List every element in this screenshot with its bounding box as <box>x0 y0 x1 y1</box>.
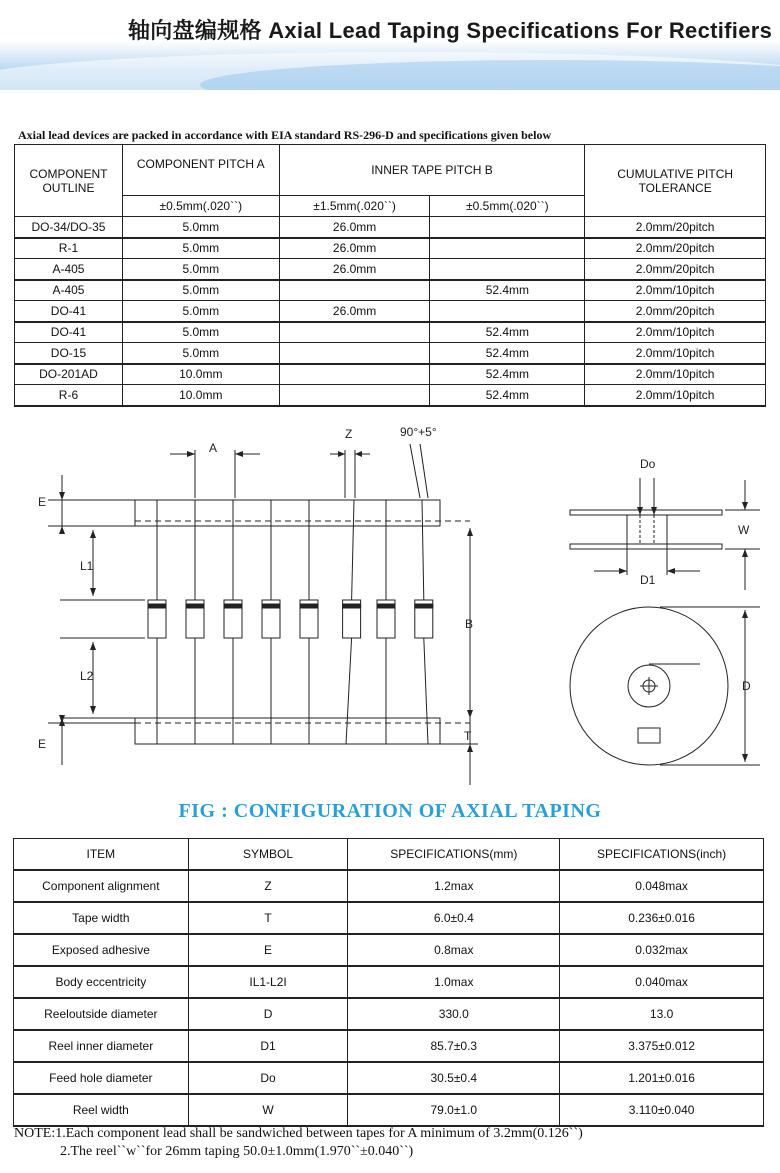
label-b: B <box>465 617 474 631</box>
label-d: D <box>742 679 751 693</box>
pitch-row <box>15 238 766 259</box>
cell-inch: 3.375±0.012 <box>560 1030 764 1062</box>
cell-inch: 3.110±0.040 <box>560 1094 764 1126</box>
cell-outline: R-1 <box>15 238 123 259</box>
header-pitch-a: COMPONENT PITCH A <box>122 145 279 196</box>
sub-b2: ±0.5mm(.020``) <box>430 196 585 217</box>
cell-a: 10.0mm <box>122 364 279 385</box>
cell-item: Feed hole diameter <box>14 1062 189 1094</box>
cell-b2 <box>430 259 585 280</box>
cell-symbol: W <box>188 1094 348 1126</box>
header-banner <box>0 0 780 90</box>
spec-row <box>14 998 764 1030</box>
cell-item: Reel width <box>14 1094 189 1126</box>
spec-row <box>14 1030 764 1062</box>
cell-b1 <box>279 280 430 301</box>
page-title: 轴向盘编规格 Axial Lead Taping Specifications For Rectifiers <box>128 18 773 43</box>
cell-tol: 2.0mm/10pitch <box>585 343 766 364</box>
cell-outline: DO-41 <box>15 322 123 343</box>
cell-inch: 0.032max <box>560 934 764 966</box>
header-outline: COMPONENT OUTLINE <box>15 145 123 217</box>
cell-tol: 2.0mm/10pitch <box>585 385 766 406</box>
cell-outline: DO-201AD <box>15 364 123 385</box>
header-item: ITEM <box>14 839 189 871</box>
label-d1: D1 <box>640 573 656 587</box>
taping-figure <box>0 420 780 800</box>
reel-hub <box>627 515 667 544</box>
figure-caption: FIG : CONFIGURATION OF AXIAL TAPING <box>178 800 602 822</box>
cell-b1 <box>279 322 430 343</box>
cell-a: 5.0mm <box>122 238 279 259</box>
spec-row <box>14 1094 764 1126</box>
pitch-row <box>15 322 766 343</box>
component-band <box>343 604 361 608</box>
spec-row <box>14 870 764 902</box>
cell-b2 <box>430 238 585 259</box>
cell-symbol: Z <box>188 870 348 902</box>
pitch-row <box>15 301 766 322</box>
reel-flange-bottom <box>570 544 722 549</box>
cell-outline: DO-15 <box>15 343 123 364</box>
component-band <box>262 604 280 608</box>
bottom-tape <box>135 718 440 744</box>
intro-text: Axial lead devices are packed in accordance with EIA standard RS-296-D and specifications given below <box>18 128 552 142</box>
pitch-row <box>15 217 766 238</box>
pitch-row <box>15 385 766 406</box>
cell-mm: 0.8max <box>348 934 560 966</box>
label-l1: L1 <box>80 559 94 573</box>
cell-a: 5.0mm <box>122 301 279 322</box>
reel-window <box>638 728 660 743</box>
label-w: W <box>738 523 750 537</box>
header-cumulative: CUMULATIVE PITCH TOLERANCE <box>585 145 766 217</box>
cell-mm: 1.0max <box>348 966 560 998</box>
cell-outline: DO-34/DO-35 <box>15 217 123 238</box>
spec-row <box>14 1062 764 1094</box>
spec-row <box>14 934 764 966</box>
cell-b1 <box>279 385 430 406</box>
cell-b1: 26.0mm <box>279 301 430 322</box>
cell-a: 5.0mm <box>122 259 279 280</box>
sub-b1: ±1.5mm(.020``) <box>279 196 430 217</box>
cell-outline: A-405 <box>15 259 123 280</box>
cell-outline: DO-41 <box>15 301 123 322</box>
cell-b1 <box>279 343 430 364</box>
pitch-row <box>15 280 766 301</box>
cell-symbol: IL1-L2I <box>188 966 348 998</box>
cell-b1: 26.0mm <box>279 238 430 259</box>
cell-b2 <box>430 217 585 238</box>
cell-symbol: D1 <box>188 1030 348 1062</box>
cell-tol: 2.0mm/10pitch <box>585 364 766 385</box>
cell-b2: 52.4mm <box>430 343 585 364</box>
cell-outline: A-405 <box>15 280 123 301</box>
cell-b2: 52.4mm <box>430 322 585 343</box>
cell-mm: 1.2max <box>348 870 560 902</box>
cell-a: 5.0mm <box>122 280 279 301</box>
cell-item: Reel inner diameter <box>14 1030 189 1062</box>
cell-b2: 52.4mm <box>430 385 585 406</box>
cell-b2: 52.4mm <box>430 364 585 385</box>
cell-b2 <box>430 301 585 322</box>
cell-a: 5.0mm <box>122 343 279 364</box>
pitch-table <box>14 144 766 407</box>
sub-a: ±0.5mm(.020``) <box>122 196 279 217</box>
reel-flange-top <box>570 510 722 515</box>
top-tape <box>135 500 440 526</box>
cell-item: Reeloutside diameter <box>14 998 189 1030</box>
cell-inch: 0.236±0.016 <box>560 902 764 934</box>
component-band <box>186 604 204 608</box>
cell-mm: 79.0±1.0 <box>348 1094 560 1126</box>
header-mm: SPECIFICATIONS(mm) <box>348 839 560 871</box>
cell-symbol: T <box>188 902 348 934</box>
header-pitch-b: INNER TAPE PITCH B <box>279 145 585 196</box>
cell-b1: 26.0mm <box>279 217 430 238</box>
cell-a: 5.0mm <box>122 322 279 343</box>
component-band <box>224 604 242 608</box>
cell-item: Body eccentricity <box>14 966 189 998</box>
spec-table <box>13 838 764 1127</box>
spec-table-header <box>14 839 764 871</box>
cell-tol: 2.0mm/20pitch <box>585 301 766 322</box>
cell-mm: 85.7±0.3 <box>348 1030 560 1062</box>
label-do: Do <box>640 457 656 471</box>
cell-tol: 2.0mm/10pitch <box>585 322 766 343</box>
label-a: A <box>209 441 218 455</box>
component-band <box>148 604 166 608</box>
label-z: Z <box>345 427 353 441</box>
cell-tol: 2.0mm/20pitch <box>585 217 766 238</box>
cell-a: 5.0mm <box>122 217 279 238</box>
cell-outline: R-6 <box>15 385 123 406</box>
cell-symbol: Do <box>188 1062 348 1094</box>
label-e-bottom: E <box>38 737 47 751</box>
cell-inch: 0.048max <box>560 870 764 902</box>
component-band <box>377 604 395 608</box>
pitch-table-header <box>15 145 766 196</box>
cell-b2: 52.4mm <box>430 280 585 301</box>
cell-tol: 2.0mm/10pitch <box>585 280 766 301</box>
cell-tol: 2.0mm/20pitch <box>585 238 766 259</box>
pitch-row <box>15 343 766 364</box>
label-angle: 90°+5° <box>400 425 437 439</box>
cell-item: Exposed adhesive <box>14 934 189 966</box>
spec-row <box>14 966 764 998</box>
cell-item: Component alignment <box>14 870 189 902</box>
label-e-top: E <box>38 495 47 509</box>
cell-inch: 13.0 <box>560 998 764 1030</box>
cell-mm: 6.0±0.4 <box>348 902 560 934</box>
header-inch: SPECIFICATIONS(inch) <box>560 839 764 871</box>
cell-inch: 0.040max <box>560 966 764 998</box>
cell-b1 <box>279 364 430 385</box>
cell-tol: 2.0mm/20pitch <box>585 259 766 280</box>
label-t: T <box>464 729 472 743</box>
cell-mm: 30.5±0.4 <box>348 1062 560 1094</box>
cell-b1: 26.0mm <box>279 259 430 280</box>
pitch-row <box>15 364 766 385</box>
note-1: NOTE:1.Each component lead shall be sandwiched between tapes for A minimum of 3.2mm(0.126``) <box>14 1126 583 1141</box>
spec-row <box>14 902 764 934</box>
cell-symbol: E <box>188 934 348 966</box>
header-symbol: SYMBOL <box>188 839 348 871</box>
component-band <box>415 604 433 608</box>
pitch-row <box>15 259 766 280</box>
component-band <box>300 604 318 608</box>
cell-item: Tape width <box>14 902 189 934</box>
cell-inch: 1.201±0.016 <box>560 1062 764 1094</box>
label-l2: L2 <box>80 669 94 683</box>
note-2: 2.The reel``w``for 26mm taping 50.0±1.0mm(1.970``±0.040``) <box>60 1144 414 1159</box>
cell-mm: 330.0 <box>348 998 560 1030</box>
cell-symbol: D <box>188 998 348 1030</box>
cell-a: 10.0mm <box>122 385 279 406</box>
